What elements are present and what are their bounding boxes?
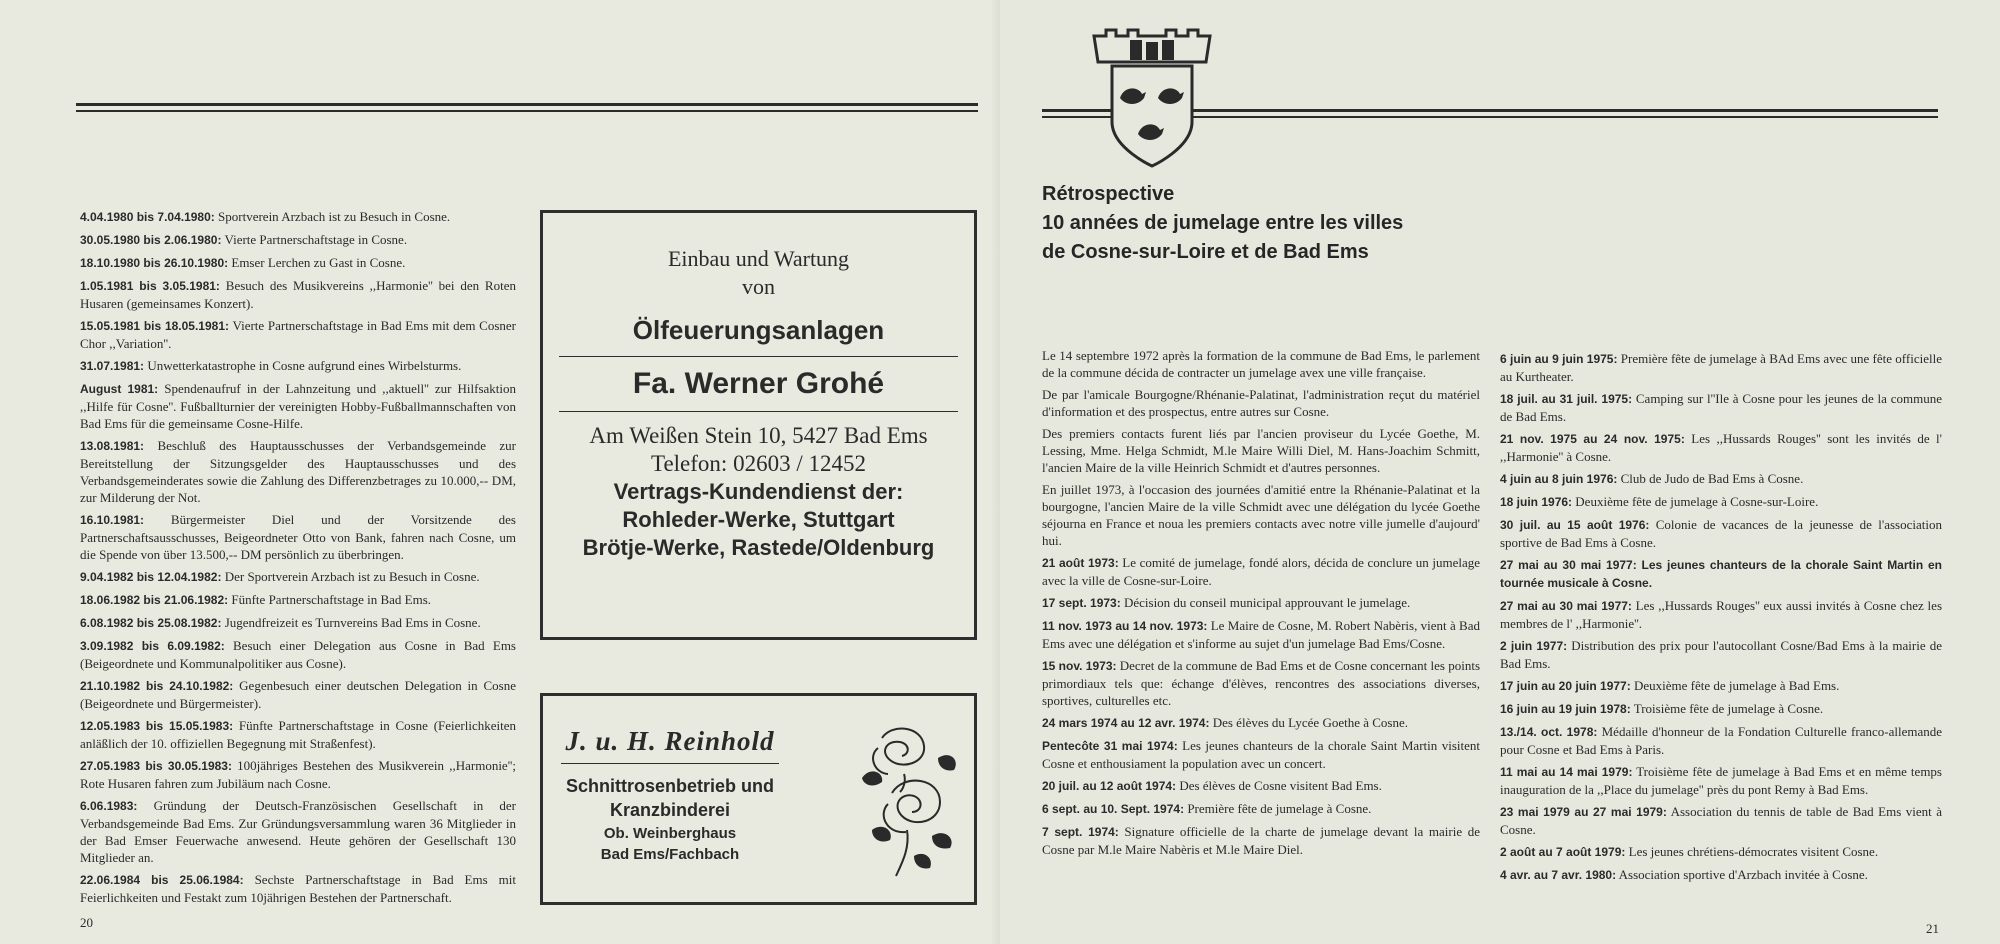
florist-line-3: Ob. Weinberghaus [603, 825, 737, 842]
florist-line-1: Schnittrosenbetrieb und [565, 776, 774, 796]
chronology-entry: 30 juil. au 15 août 1976: Colonie de vacances de la jeunesse de l'association sportive de Bad Ems à Cosne. [1500, 517, 1942, 550]
chronology-entry: 6 juin au 9 juin 1975: Première fête de jumelage à BAd Ems avec une fête officielle au Kurtheater. [1500, 351, 1942, 384]
ad-phone: Telefon: 02603 / 12452 [651, 451, 866, 476]
chronology-entry: 6.08.1982 bis 25.08.1982: Jugendfreizeit es Turnvereins Bad Ems in Cosne. [80, 615, 481, 630]
chronology-entry: 4 juin au 8 juin 1976: Club de Judo de Bad Ems à Cosne. [1500, 471, 1804, 486]
chronology-entry: Pentecôte 31 mai 1974: Les jeunes chanteurs de la chorale Saint Martin visitent Cosne et enthousiament la population avec un concert. [1042, 738, 1480, 771]
chronology-entry: 21 août 1973: Le comité de jumelage, fondé alors, décida de conclure un jumelage avec la ville de Cosne-sur-Loire. [1042, 555, 1480, 588]
ad-line-installation: Einbau und Wartung [667, 246, 850, 271]
right-page [1000, 0, 2000, 944]
chronology-entry: 11 nov. 1973 au 14 nov. 1973: Le Maire de Cosne, M. Robert Nabèris, vient à Bad Ems avec une délégation et s'informe au sujet d'un jumelage Bad Ems/Cosne. [1042, 618, 1480, 651]
chronology-entry: 18 juin 1976: Deuxième fête de jumelage à Cosne-sur-Loire. [1500, 494, 1819, 509]
ad-divider [559, 356, 958, 357]
chronology-entry: 18 juil. au 31 juil. 1975: Camping sur l''Ile à Cosne pour les jeunes de la commune de Bad Ems. [1500, 391, 1942, 424]
chronology-column-french-2 [1500, 350, 1942, 889]
intro-paragraph: Le 14 septembre 1972 après la formation de la commune de Bad Ems, le parlement de la commune décida de contracter un jumelage avex une ville française. [1042, 348, 1480, 380]
chronology-entry: 30.05.1980 bis 2.06.1980: Vierte Partnerschaftstage in Cosne. [80, 232, 408, 247]
chronology-entry: 15 nov. 1973: Decret de la commune de Bad Ems et de Cosne concernant les points primordiaux tels que: échange d'élèves, rencontres des associations diverses, sportives, culturelles etc. [1042, 658, 1481, 708]
article-heading [1042, 180, 1482, 267]
town-crest-icon [1086, 22, 1218, 172]
chronology-entry: 27 mai au 30 mai 1977: Les jeunes chanteurs de la chorale Saint Martin en tournée musicale à Cosne. [1500, 558, 1942, 590]
intro-paragraph: En juillet 1973, à l'occasion des journées d'amitié entre la Rhénanie-Palatinat et la bourgogne, l'ancien Maire de la ville Schmidt avec une délégation du lycée Goethe séjourna en France et noua les premiers contacts avec notre ville jumelle d'aujourd' hui. [1042, 482, 1480, 548]
heading-line-2: 10 années de jumelage entre les villes [1042, 212, 1404, 234]
chronology-entry: 1.05.1981 bis 3.05.1981: Besuch des Musikvereins ,,Harmonie'' bei den Roten Husaren (gemeinsames Konzert). [80, 278, 516, 311]
chronology-entry: 24 mars 1974 au 12 avr. 1974: Des élèves du Lycée Goethe à Cosne. [1042, 715, 1409, 730]
chronology-entry: 4.04.1980 bis 7.04.1980: Sportverein Arzbach ist zu Besuch in Cosne. [80, 209, 451, 224]
chronology-entry: 9.04.1982 bis 12.04.1982: Der Sportverein Arzbach ist zu Besuch in Cosne. [80, 569, 480, 584]
chronology-entry: 31.07.1981: Unwetterkatastrophe in Cosne aufgrund eines Wirbelsturms. [80, 358, 462, 373]
chronology-entry: 2 juin 1977: Distribution des prix pour l'autocollant Cosne/Bad Ems à la mairie de Bad Ems. [1500, 638, 1942, 671]
chronology-entry: 17 sept. 1973: Décision du conseil municipal approuvant le jumelage. [1042, 595, 1411, 610]
intro-paragraph: De par l'amicale Bourgogne/Rhénanie-Palatinat, l'administration reçut du matériel d'information et des prospectus, entre autres sur Cosne. [1042, 387, 1480, 419]
ad-divider [559, 411, 958, 412]
chronology-entry: 16.10.1981: Bürgermeister Diel und der Vorsitzende des Partnerschaftsausschusses, Beigeordneter Otto von Bank, fahren nach Cosne, um die Spende von über 13.500,-- DM persönlich zu überbringen. [80, 512, 516, 562]
florist-text-block [561, 726, 779, 864]
ad-address: Am Weißen Stein 10, 5427 Bad Ems [589, 423, 928, 448]
chronology-column-french-1 [1042, 347, 1480, 863]
page-number: 20 [80, 915, 93, 930]
florist-divider [561, 763, 779, 764]
chronology-entry: 6 sept. au 10. Sept. 1974: Première fête de jumelage à Cosne. [1042, 801, 1372, 816]
ad-brand-broetje: Brötje-Werke, Rastede/Oldenburg [582, 535, 935, 560]
rose-illustration-icon [852, 718, 962, 878]
ad-company-name: Fa. Werner Grohé [632, 367, 885, 400]
chronology-entry: 15.05.1981 bis 18.05.1981: Vierte Partnerschaftstage in Bad Ems mit dem Cosner Chor ,,Variation''. [80, 318, 517, 351]
chronology-entry: 22.06.1984 bis 25.06.1984: Sechste Partnerschaftstage in Bad Ems mit Feierlichkeiten und Festakt zum 10jährigen Bestehen der Partnerschaft. [80, 872, 516, 905]
chronology-entry: 17 juin au 20 juin 1977: Deuxième fête de jumelage à Bad Ems. [1500, 678, 1840, 693]
advertisement-oil-heating [540, 210, 977, 640]
page-number: 21 [1926, 921, 1939, 936]
chronology-entry: 11 mai au 14 mai 1979: Troisième fête de jumelage à Bad Ems et en même temps inauguration de la ,,Place du jumelage'' près du pont Remy à Bad Ems. [1500, 764, 1942, 797]
chronology-entry: 13.08.1981: Beschluß des Hauptausschusses der Verbandsgemeinde zur Bereitstellung der Sitzungsgelder des Hauptausschusses und des Verbandsgemeinderates sowie die Zahlung des Differenzbetrages zu 10.000,-- DM, zur Milderung der Not. [80, 438, 516, 505]
florist-line-4: Bad Ems/Fachbach [600, 846, 740, 863]
chronology-entry: 6.06.1983: Gründung der Deutsch-Französischen Gesellschaft in der Verbandsgemeinde Bad Ems. Zur Gründungsversammlung waren 36 Mitglieder in der Bad Emser Feuerwache anwesend. Heute gehören der Gesellschaft 130 Mitglieder an. [80, 798, 516, 865]
heading-line-retrospective: Rétrospective [1042, 183, 1175, 205]
ad-brand-rohleder: Rohleder-Werke, Stuttgart [622, 507, 895, 532]
ad-title-oil-systems: Ölfeuerungsanlagen [632, 315, 885, 345]
chronology-entry: August 1981: Spendenaufruf in der Lahnzeitung und ,,aktuell'' zur Hilfsaktion ,,Hilfe für Cosne''. Fußballturnier der vereinigten Hobby-Fußballmannschaften von Bad Ems für die gemeinsame Cosne-Hilfe. [80, 381, 516, 431]
ad-service-label: Vertrags-Kundendienst der: [613, 479, 904, 504]
chronology-entry: 18.10.1980 bis 26.10.1980: Emser Lerchen zu Gast in Cosne. [80, 255, 406, 270]
chronology-entry: 12.05.1983 bis 15.05.1983: Fünfte Partnerschaftstage in Cosne (Feierlichkeiten anläßlich der 10. offiziellen Begegnung mit Straßenfest). [80, 718, 516, 751]
chronology-entry: 13./14. oct. 1978: Médaille d'honneur de la Fondation Culturelle franco-allemande pour Cosne et Bad Ems à Paris. [1500, 724, 1943, 757]
chronology-entry: 4 avr. au 7 avr. 1980: Association sportive d'Arzbach invitée à Cosne. [1500, 867, 1868, 882]
chronology-entry: 27.05.1983 bis 30.05.1983: 100jähriges Bestehen des Musikverein ,,Harmonie''; Rote Husaren fahren zum Jubiläum nach Cosne. [80, 758, 516, 791]
chronology-entry: 16 juin au 19 juin 1978: Troisième fête de jumelage à Cosne. [1500, 701, 1824, 716]
intro-paragraph: Des premiers contacts furent liés par l'ancien proviseur du Lycée Goethe, M. Lessing, Mme. Helga Schmidt, M.le Maire Willi Diel, M. Hans-Joachim Schmitt, l'ancien Maire de la ville Heinrich Schmidt et d'autres personnes. [1042, 426, 1480, 475]
chronology-column-german [80, 208, 516, 911]
chronology-entry: 20 juil. au 12 août 1974: Des élèves de Cosne visitent Bad Ems. [1042, 778, 1382, 793]
florist-name: J. u. H. Reinhold [565, 726, 775, 756]
ad-line-von: von [742, 274, 775, 299]
florist-line-2: Kranzbinderei [609, 800, 731, 820]
heading-line-3: de Cosne-sur-Loire et de Bad Ems [1042, 241, 1369, 263]
chronology-entry: 18.06.1982 bis 21.06.1982: Fünfte Partnerschaftstage in Bad Ems. [80, 592, 432, 607]
chronology-entry: 2 août au 7 août 1979: Les jeunes chrétiens-démocrates visitent Cosne. [1500, 844, 1879, 859]
chronology-entry: 3.09.1982 bis 6.09.1982: Besuch einer Delegation aus Cosne in Bad Ems (Beigeordnete und Kommunalpolitiker aus Cosne). [80, 638, 516, 671]
chronology-entry: 21 nov. 1975 au 24 nov. 1975: Les ,,Hussards Rouges'' sont les invités de l' ,,Harmonie'' à Cosne. [1500, 431, 1942, 464]
chronology-entry: 27 mai au 30 mai 1977: Les ,,Hussards Rouges'' eux aussi invités à Cosne chez les membres de l' ,,Harmonie''. [1500, 598, 1942, 631]
header-rule [76, 103, 978, 112]
chronology-entry: 23 mai 1979 au 27 mai 1979: Association du tennis de table de Bad Ems vient à Cosne. [1500, 804, 1942, 837]
chronology-entry: 7 sept. 1974: Signature officielle de la charte de jumelage devant la mairie de Cosne par M.le Maire Nabèris et M.le Maire Diel. [1042, 824, 1480, 857]
chronology-entry: 21.10.1982 bis 24.10.1982: Gegenbesuch einer deutschen Delegation in Cosne (Beigeordnete und Bürgermeister). [80, 678, 516, 711]
